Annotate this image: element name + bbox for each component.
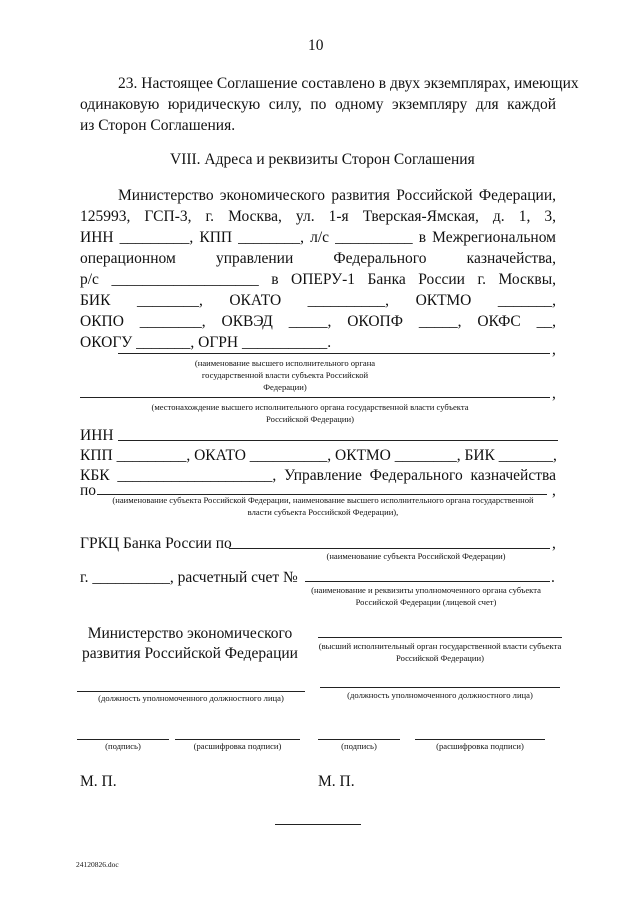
ministry-line-3: ИНН _________, КПП ________, л/с __________ в Межрегиональном	[80, 229, 556, 246]
ministry-line-4: операционном управлении Федерального казначейства,	[80, 250, 556, 267]
dot: .	[551, 569, 555, 586]
left-sign-caption: (подпись)	[105, 741, 141, 751]
right-decode-caption: (расшифровка подписи)	[436, 741, 524, 751]
executive-body-location-caption: (местонахождение высшего исполнительного органа государственной власти субъекта Российской Федерации)	[151, 402, 469, 424]
comma: ,	[552, 341, 556, 358]
ministry-line-1: Министерство экономического развития Российской Федерации,	[118, 187, 556, 204]
right-position-caption: (должность уполномоченного должностного лица)	[347, 690, 533, 700]
ministry-signatory-org: Министерство экономического развития Российской Федерации	[82, 625, 298, 662]
comma: ,	[552, 385, 556, 402]
right-org-caption: (высший исполнительный орган государственной власти субъекта Российской Федерации)	[318, 641, 562, 663]
executive-body-name-caption: (наименование высшего исполнительного органа государственной власти субъекта Российской Федерации)	[194, 358, 376, 392]
clause-23-line-2: одинаковую юридическую силу, по одному экземпляру для каждой	[80, 96, 556, 113]
po-label: по	[80, 482, 97, 499]
page-number: 10	[308, 37, 324, 54]
inn-label: ИНН	[80, 427, 114, 444]
kpp-okato-row: КПП _________, ОКАТО __________, ОКТМО ________, БИК _______,	[80, 447, 557, 464]
grkc-region-line[interactable]	[229, 548, 550, 549]
closing-rule	[275, 824, 361, 825]
account-caption: (наименование и реквизиты уполномоченного органа субъекта Российской Федерации (лицевой счет)	[311, 585, 541, 607]
comma: ,	[552, 535, 556, 552]
ministry-line-5: р/с ___________________ в ОПЕРУ-1 Банка России г. Москвы,	[80, 271, 556, 288]
clause-23-line-1: 23. Настоящее Соглашение составлено в двух экземплярах, имеющих	[118, 75, 579, 92]
account-line[interactable]	[305, 581, 550, 582]
left-position-caption: (должность уполномоченного должностного лица)	[98, 693, 284, 703]
grkc-region-caption: (наименование субъекта Российской Федерации)	[326, 551, 506, 561]
section-title: VIII. Адреса и реквизиты Сторон Соглашения	[170, 151, 475, 168]
footer-filename: 24120826.doc	[76, 860, 119, 869]
right-org-line[interactable]	[318, 637, 562, 638]
left-decode-caption: (расшифровка подписи)	[193, 741, 282, 751]
right-seal: М. П.	[318, 773, 355, 790]
kbk-row: КБК ____________________, Управление Федерального казначейства	[80, 467, 556, 484]
left-seal: М. П.	[80, 773, 117, 790]
city-account-row: г. __________, расчетный счет №	[80, 569, 298, 586]
grkc-label: ГРКЦ Банка России по	[80, 535, 232, 552]
comma: ,	[552, 482, 556, 499]
executive-body-location-line[interactable]	[80, 397, 550, 398]
executive-body-name-line[interactable]	[118, 353, 550, 354]
ministry-line-8: ОКОГУ _______, ОГРН ___________.	[80, 334, 332, 351]
ministry-line-7: ОКПО ________, ОКВЭД _____, ОКОПФ _____, ОКФС __,	[80, 313, 556, 330]
ministry-line-6: БИК ________, ОКАТО __________, ОКТМО _______,	[80, 292, 556, 309]
right-sign-caption: (подпись)	[341, 741, 377, 751]
right-position-line[interactable]	[320, 687, 560, 688]
inn-line[interactable]	[118, 440, 558, 441]
treasury-region-caption: (наименование субъекта Российской Федерации, наименование высшего исполнительного органа государственной власти субъекта Российской Федерации),	[112, 495, 534, 517]
ministry-line-2: 125993, ГСП-3, г. Москва, ул. 1-я Тверская-Ямская, д. 1, 3,	[80, 208, 556, 225]
clause-23-line-3: из Сторон Соглашения.	[80, 117, 236, 134]
